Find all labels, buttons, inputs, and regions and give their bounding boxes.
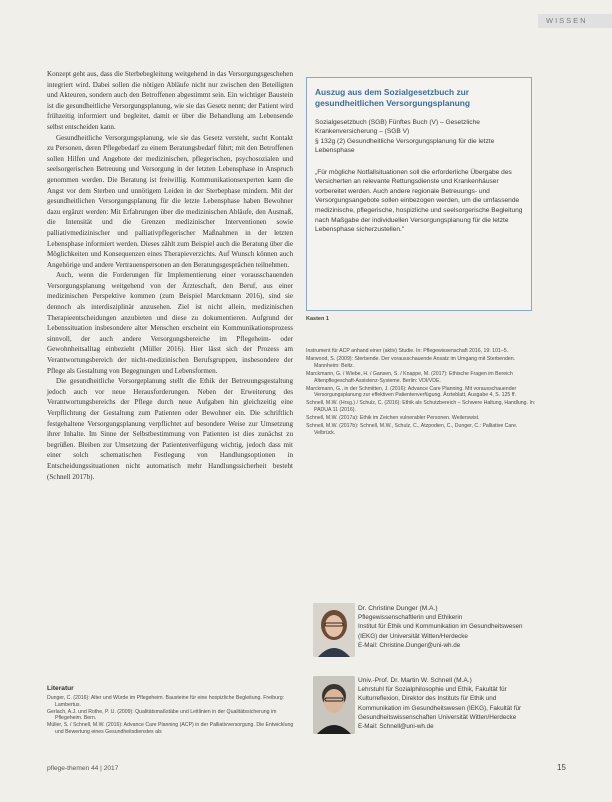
reference-item: Marckmann, G. / Wiebe, H. / Gansen, S. / Knappe, M. (2017): Ethische Fragen im Bereich Altenpflegeschaft-Assistenz-Systeme. Berlin: VDI/VDE. — [306, 370, 513, 384]
author-photo-schnell — [313, 676, 355, 734]
literature-heading: Literatur — [47, 685, 74, 692]
reference-item: Instrument für ACP anhand einer (aktiv) Studie. In: Pflegewissenschaft 2016, 19: 101–5. — [306, 348, 509, 354]
info-box-quote: „Für mögliche Notfallsituationen soll die erforderliche Übergabe des Versicherten an relevante Rettungsdienste und Krankenhäuser vorbereitet werden. Auch andere regionale Betreuungs- und Versorgungsangebote sollen einbezogen werden, um die umfassende medizinische, pflegerische, hospizliche und seelsorgerische Begleitung nach Maßgabe der individuellen Versorgungsplanung für die letzte Lebensphase sicherzustellen." — [315, 168, 523, 234]
portrait-image — [313, 603, 355, 657]
reference-list-continued — [306, 348, 536, 438]
author-photo-dunger — [313, 603, 355, 657]
reference-item: Marwood, S. (2009): Sterbende. Der vorausschauende Ansatz im Umgang mit Sterbenden. Mannheim: Beltz. — [306, 355, 516, 369]
author-bio-schnell — [358, 676, 538, 731]
author-name: Dr. Christine Dunger (M.A.) — [358, 605, 438, 612]
literature-list — [47, 695, 297, 736]
info-box-title: Auszug aus dem Sozialgesetzbuch zur gesundheitlichen Versorgungsplanung — [315, 87, 470, 108]
author-line: Institut für Ethik und Kommunikation im Gesundheitswesen (IEKG) der Universität Witten/Herdecke — [358, 623, 523, 640]
page-header — [0, 0, 612, 30]
body-paragraph: Gesundheitliche Versorgungsplanung, wie sie das Gesetz versteht, sucht Kontakt zu Personen, deren Pflegebedarf zu einem Beratungsbedarf führt; mit den Betroffenen sollen Hilfen und Angebote der medizinischen, pflegerischen, psychosozialen und seelsorgerischen Betreuung und Versorgung in der letzten Lebensphase in Anspruch genommen werden. Die Beratung ist freiwillig. Kommunikationsexperten kann die Angst vor dem Sterben und unnötigem Leiden in der Sterbephase mindern. Mit der gesundheitlichen Versorgungsplanung für die letzte Lebensphase haben Bewohner dazu ergänzt werden: Mit Erfahrungen über die medizinischen Abläufe, den Ausmaß, die Intensität und die Grenzen medizinischer Interventionen sowie palliativmedizinischer und palliativpflegerischer Maßnahmen in der letzten Lebensphase informiert werden. Dieses zählt zum Beispiel auch die Beratung über die Möglichkeiten und Konsequenzen eines Therapieverzichts. Auf Wunsch können auch Angehörige und andere Vertrauenspersonen an den Beratungsgesprächen teilnehmen. — [47, 133, 293, 269]
author-name: Univ.-Prof. Dr. Martin W. Schnell (M.A.) — [358, 677, 472, 684]
box-caption: Kasten 1 — [306, 316, 329, 322]
literature-item: Müller, S. / Schnell, M.W. (2016): Advance Care Planning (ACP) in der Palliativversorgung. Die Entwicklung und Bewertung eines Gesundheitsdienstes als — [47, 722, 294, 735]
info-box-law-excerpt — [306, 77, 532, 311]
body-paragraph: Die gesundheitliche Vorsorgeplanung stellt die Ethik der Betreuungsgestaltung jedoch auch vor neue Herausforderungen. Neben der Erweiterung des Verantwortungsbereichs der Pflege durch neue Aufgaben hin gleichzeitig eine Verpflichtung der Gestaltung zum Patienten oder Bewohner ein. Die schriftlich festgehaltene Versorgungsplanung verpflichtet auf besondere Weise zur Umsetzung ihrer Inhalte. Im Sinne der Selbstbestimmung von Patienten ist dies zunächst zu begrüßen. Bleiben zur Umsetzung der Patientenverfügung wichtig, jedoch dass mit einer solch schematischen Festlegung von Handlungsoptionen in Entscheidungssituationen nicht automatisch mehr Handlungssicherheit besteht (Schnell 2017b). — [47, 377, 293, 481]
body-paragraph: Auch, wenn die Forderungen für Implementierung einer vorausschauenden Versorgungsplanung weitgehend von der Ärzteschaft, den Beruf, aus einer medizinischen Perspektive kommen (zum Beispiel Marckmann 2016), sind sie dennoch als interdisziplinär anzusehen. Ziel ist nicht allein, medizinischen Therapieentscheidungen anzubieten und diese zu dokumentieren. Aufgrund der Lebenssituation insbesondere alter Menschen erscheint ein Kommunikationsprozess sinnvoll, der auch andere Versorgungsbereiche im Pflegeheim- oder Gewohnheitsalltag einbezieht (Müller 2016). Hier lässt sich der Prozess am Verantwortungsbereich der nicht-medizinischen Berufsgruppen, insbesondere der Pflege als Gestaltung von Begegnungen und Lebensformen. — [47, 271, 293, 375]
reference-item: Marckmann, G., in der Schmitten, J. (2016): Advance Care Planning. Mit vorausschauender Versorgungsplanung zur effektiven Patientenverfügung. Ärzteblatt, Ausgabe 4, S. 125 ff. — [306, 385, 517, 399]
journal-footer: pflege-themen 44 | 2017 — [47, 765, 119, 772]
literature-item: Dunger, C. (2016): Alter und Würde im Pflegeheim. Bausteine für eine hospizliche Begleitung. Freiburg: Lambertus. — [47, 695, 285, 708]
author-line: Pflegewissenschaftlerin und Ethikerin — [358, 614, 463, 622]
page-number: 15 — [557, 763, 566, 772]
author-email: E-Mail: Christine.Dunger@uni-wh.de — [358, 641, 461, 649]
info-box-section: § 132g (2) Gesundheitliche Versorgungsplanung für die letzte Lebensphase — [315, 137, 495, 155]
section-label: WISSEN — [538, 14, 612, 28]
reference-item: Schnell, M.W. (2017b): Schnell, M.W., Schulz, C., Atzpodien, C., Dunger, C.: Palliative Care. Velbrück. — [306, 423, 518, 436]
reference-item: Schnell, M.W. (2017a): Ethik im Zeichen vulnerabler Personen. Weilerswist. — [306, 415, 480, 422]
portrait-image — [313, 676, 355, 734]
reference-item: Schnell, M.W. (Hrsg.) / Schulz, C. (2016): Ethik als Schutzbereich – Schwere Haltung, Handlung. In: PADUA 11 (2016). — [306, 400, 536, 414]
body-paragraph: Konzept geht aus, dass die Sterbebegleitung weitgehend in das Versorgungsgeschehen integriert wird. Dabei sollen die nötigen Abläufe nicht nur zwischen den Beteiligten und Akteuren, sondern auch den Betroffenen abgestimmt sein. Ein wichtiger Baustein ist die gesundheitliche Versorgungsplanung, wie sie das Gesetz nennt; der Patient wird frühzeitig informiert und begleitet, damit er über die Behandlung am Lebensende selbst entscheiden kann. — [47, 70, 293, 131]
author-line: Lehrstuhl für Sozialphilosophie und Ethik, Fakultät für Kulturreflexion, Direktor des Instituts für Ethik und Kommunikation im Gesundheitswesen (IEKG), Fakultät für Gesundheitswissenschaften Universität Witten/Herdecke — [358, 686, 522, 721]
author-bio-dunger — [358, 604, 538, 650]
author-email: E-Mail: Schnell@uni-wh.de — [358, 723, 434, 731]
literature-item: Gerlach, A.J. und Rothe, P. U. (2009): Qualitätsmaßstäbe und Leitlinien in der Qualitätssicherung im Pflegeheim. Bern. — [47, 708, 277, 722]
info-box-law: Sozialgesetzbuch (SGB) Fünftes Buch (V) – Gesetzliche Krankenversicherung – (SGB V) — [315, 119, 480, 136]
body-text-column — [47, 69, 293, 482]
